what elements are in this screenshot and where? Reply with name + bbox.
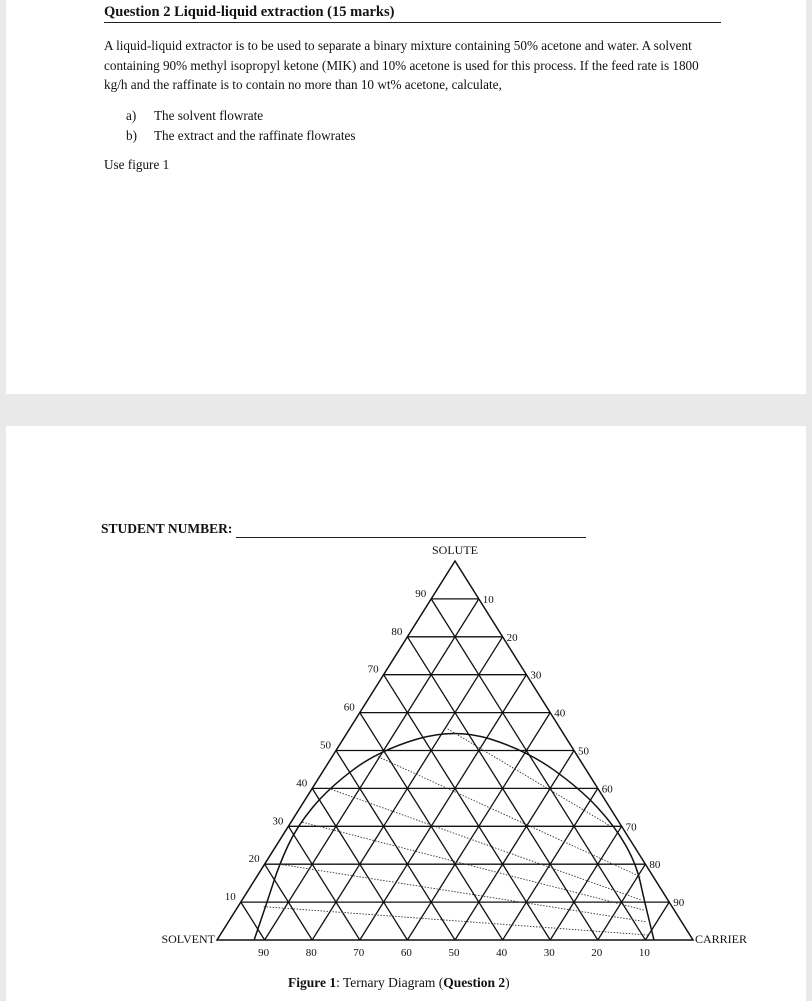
grid-line-carrier xyxy=(550,826,621,940)
question-title: Question 2 Liquid-liquid extraction (15 marks) xyxy=(104,4,395,20)
grid-line-solvent xyxy=(288,826,359,940)
question-paragraph: A liquid-liquid extractor is to be used to separate a binary mixture containing 50% acetone and water. A solvent containing 90% methyl isopropyl ketone (MIK) and 10% acetone is used for this process. If the feed rate is 1800 kg/h and the raffinate is to contain no more than 10 wt% acetone, calculate, xyxy=(104,38,699,92)
bottom-axis-tick: 10 xyxy=(638,947,650,959)
left-axis-tick: 30 xyxy=(272,815,284,828)
grid-line-solvent xyxy=(384,675,551,940)
right-axis-tick: 20 xyxy=(506,631,518,644)
vertex-label-solute: SOLUTE xyxy=(432,543,478,557)
bottom-axis-tick: 20 xyxy=(591,947,603,959)
item-text: The extract and the raffinate flowrates xyxy=(154,128,356,143)
use-figure-note: Use figure 1 xyxy=(104,157,170,172)
bottom-axis-tick: 80 xyxy=(305,947,317,959)
item-text: The solvent flowrate xyxy=(154,108,264,123)
right-axis-tick: 60 xyxy=(601,783,613,796)
right-axis-tick: 30 xyxy=(530,669,542,682)
item-marker: a) xyxy=(126,108,137,123)
caption-label: Figure 1 xyxy=(288,975,337,990)
left-axis-tick: 80 xyxy=(391,625,403,638)
grid-line-solvent xyxy=(431,599,645,940)
right-axis-tick: 80 xyxy=(649,859,661,872)
vertex-label-carrier: CARRIER xyxy=(695,932,748,946)
left-axis-tick: 90 xyxy=(415,587,427,600)
left-axis-tick: 10 xyxy=(224,891,236,904)
figure-caption xyxy=(288,975,510,991)
bottom-axis-tick: 90 xyxy=(258,947,270,959)
grid-line-carrier xyxy=(455,751,574,941)
bottom-axis-tick: 30 xyxy=(543,947,555,959)
bottom-axis-tick: 50 xyxy=(448,947,460,959)
vertex-label-solvent: SOLVENT xyxy=(161,932,215,946)
student-number-label: STUDENT NUMBER: xyxy=(101,521,233,536)
grid-line-solvent xyxy=(336,751,455,941)
right-axis-tick: 10 xyxy=(482,593,494,606)
right-axis-tick: 40 xyxy=(554,707,566,720)
bottom-axis-tick: 60 xyxy=(400,947,412,959)
left-axis-tick: 60 xyxy=(343,701,355,714)
tie-line xyxy=(448,729,609,825)
right-axis-tick: 90 xyxy=(673,897,685,910)
tie-line xyxy=(279,864,646,922)
right-axis-tick: 50 xyxy=(578,745,589,758)
left-axis-tick: 20 xyxy=(248,853,260,866)
bottom-axis-tick: 40 xyxy=(496,947,508,959)
binodal-curve xyxy=(254,733,654,940)
bottom-axis-tick: 70 xyxy=(353,947,365,959)
left-axis-tick: 50 xyxy=(320,739,331,752)
caption-text: : Ternary Diagram ( xyxy=(336,975,444,990)
caption-close: ) xyxy=(505,975,510,990)
caption-ref: Question 2 xyxy=(443,975,506,990)
tie-line xyxy=(264,907,649,935)
left-axis-tick: 70 xyxy=(367,663,379,676)
grid-line-carrier xyxy=(360,675,527,940)
grid-line-carrier xyxy=(265,599,479,940)
right-axis-tick: 70 xyxy=(625,821,637,834)
item-marker: b) xyxy=(126,128,137,143)
left-axis-tick: 40 xyxy=(296,777,308,790)
